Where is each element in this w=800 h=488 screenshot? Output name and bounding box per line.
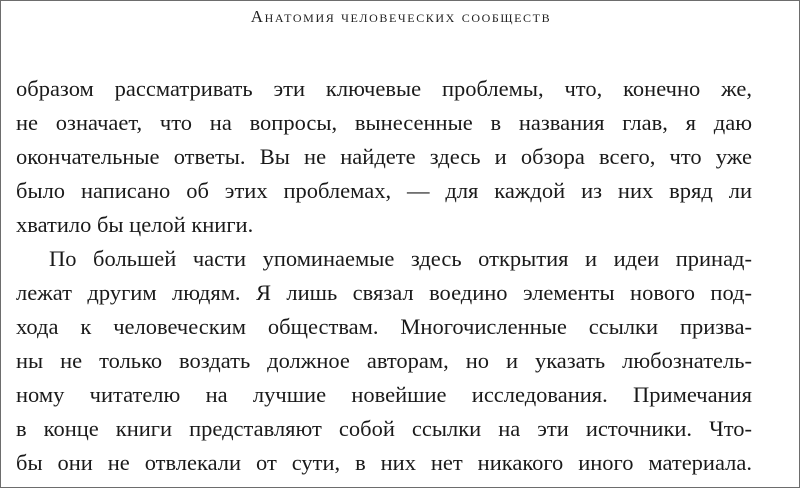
text-line: бы они не отвлекали от сути, в них нет никакого иного материала.: [16, 450, 752, 475]
text-line: ны не только воздать должное авторам, но и указать любознатель-: [16, 348, 752, 373]
running-head: Анатомия человеческих сообществ: [250, 7, 552, 26]
text-line: ному читателю на лучшие новейшие исследования. Примечания: [16, 382, 752, 407]
text-line: не означает, что на вопросы, вынесенные в названия глав, я даю: [16, 110, 752, 135]
text-line: хватило бы целой книги.: [16, 212, 254, 237]
text-line: в конце книги представляют собой ссылки на эти источники. Что-: [16, 416, 752, 441]
text-line: было написано об этих проблемах, — для каждой из них вряд ли: [16, 178, 752, 203]
text-line: По большей части упоминаемые здесь открытия и идеи принад-: [49, 246, 752, 271]
text-line: образом рассматривать эти ключевые проблемы, что, конечно же,: [16, 76, 752, 101]
text-line: хода к человеческим обществам. Многочисленные ссылки призва-: [16, 314, 752, 339]
text-line: лежат другим людям. Я лишь связал воедино элементы нового под-: [16, 280, 752, 305]
text-line: окончательные ответы. Вы не найдете здесь и обзора всего, что уже: [16, 144, 752, 169]
